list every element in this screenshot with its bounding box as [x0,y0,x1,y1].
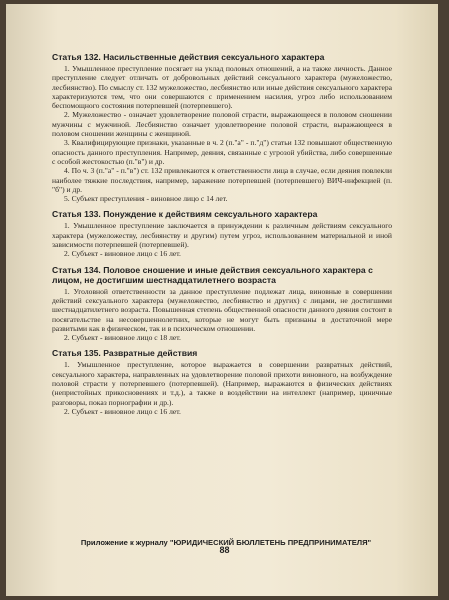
article-134-heading: Статья 134. Половое сношение и иные действия сексуального характера с лицом, не достигшим шестнадцатилетнего возраста [52,264,373,285]
article-134 [52,265,392,343]
article-134-para-2: 2. Субъект - виновное лицо с 18 лет. [64,333,181,343]
article-133-heading: Статья 133. Понуждение к действиям сексуального характера [52,209,318,220]
journal-footer: Приложение к журналу "ЮРИДИЧЕСКИЙ БЮЛЛЕТЕНЬ ПРЕДПРИНИМАТЕЛЯ" [80,538,372,547]
article-135-para-1: 1. Умышленное преступление, которое выражается в совершении развратных действий, сексуального характера, направленных на удовлетворение половой прихоти виновного, на возбуждение половой страсти у потерпевшего (потерпевшей). (Например, выражаются в физических действиях (непристойных прикосновениях и т.д.), а также в воздействии на интеллект (например, циничные разговоры, показ порнографии и др.). [52,360,392,407]
article-132-heading: Статья 132. Насильственные действия сексуального характера [52,52,325,62]
article-133-para-1: 1. Умышленное преступление заключается в принуждении к различным действиям сексуального характера (мужеложеству, лесбиянству и другим) путем угроз, использованием материальной и иной зависимости потерпевшей (потерпевшей). [52,221,392,250]
article-133 [52,209,392,258]
article-135 [52,348,392,416]
article-132-para-5: 5. Субъект преступления - виновное лицо с 14 лет. [64,194,228,204]
article-132-para-4: 4. По ч. 3 (п."а" - п."в") ст. 132 привлекаются к ответственности лица в случае, если деяния повлекли наиболее тяжкие последствия, например, заражение потерпевшей (потерпевшего) ВИЧ-инфекцией (п. "б") и др. [52,166,392,194]
article-132-para-2: 2. Мужеложество - означает удовлетворение половой страсти, выражающееся в половом сношении мужчины с мужчиной. Лесбиянство означает удовлетворение половой страсти, выражающееся в половом сношении женщины с женщиной. [52,110,392,139]
article-132 [52,52,392,203]
article-132-para-3: 3. Квалифицирующие признаки, указанные в ч. 2 (п."а" - п."д") статьи 132 повышают общественную опасность данного преступления. Например, деяния, связанные с угрозой убийства, либо совершенные с особой жестокостью (п."в") и др. [52,138,392,166]
article-132-para-1: 1. Умышленное преступление посягает на уклад половых отношений, а на также личность. Данное преступление следует отличать от добровольных действий сексуального характера (мужеложество, лесбиянство). По смыслу ст. 132 мужеложество, лесбиянство или иные действия сексуального характера характеризуются тем, что они совершаются с применением насилия, угроз либо использованием беспомощного состояния потерпевшей (потерпевшего). [52,64,392,111]
page-content [52,52,392,422]
document-page [6,4,438,596]
page-number: 88 [219,545,230,555]
article-134-para-1: 1. Уголовной ответственности за данное преступление подлежат лица, виновные в совершении действий сексуального характера (мужеложество, лесбиянство и других) с лицами, не достигшими шестнадцатилетнего возраста. Повышенная степень общественной опасности данного деяния состоит в посягательстве на несовершеннолетних, которые не могут быть признаны в достаточной мере развитыми как в физическом, так и в психическом отношении. [52,286,392,333]
article-135-heading: Статья 135. Развратные действия [52,348,198,359]
article-135-para-2: 2. Субъект - виновное лицо с 16 лет. [64,406,181,416]
article-133-para-2: 2. Субъект - виновное лицо с 16 лет. [64,249,181,259]
